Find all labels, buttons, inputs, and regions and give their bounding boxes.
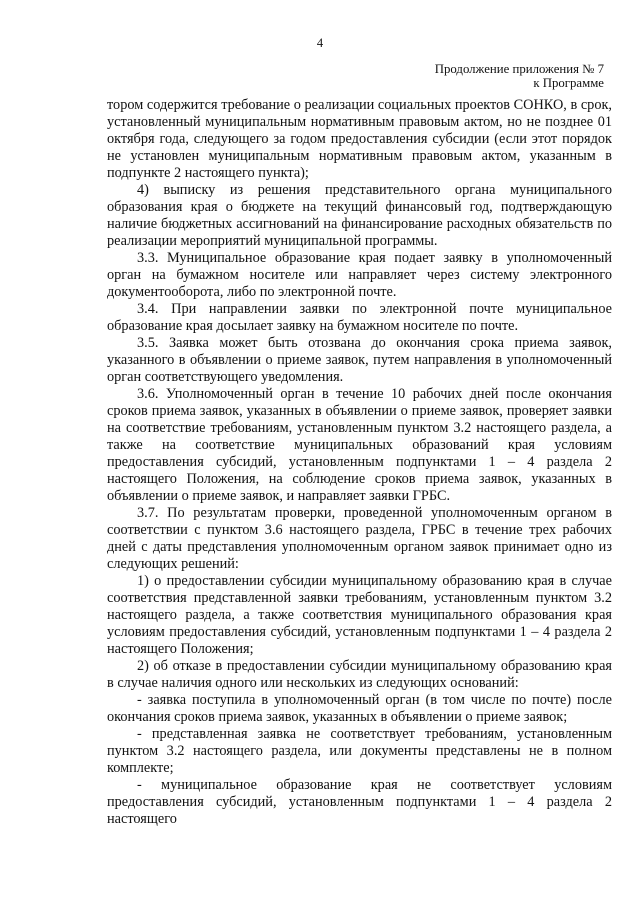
paragraph-item-4: 4) выписку из решения представительного органа муниципального образования края о бюджете на текущий финансовый год, подтверждающую наличие бюджетных ассигнований на финансирование расходных обязательств по реализации мероприятий муниципальной программы. xyxy=(107,182,612,249)
document-body xyxy=(107,97,612,828)
appendix-reference-line-2: к Программе xyxy=(533,76,604,90)
page-number: 4 xyxy=(316,36,324,50)
paragraph-3-6: 3.6. Уполномоченный орган в течение 10 рабочих дней после окончания сроков приема заявок, указанных в объявлении о приеме заявок, проверяет заявки на соответствие требованиям, установленным пунктом 3.2 настоящего раздела, а также на соответствие муниципальных образований края условиям предоставления субсидий, установленным подпунктами 1 – 4 раздела 2 настоящего Положения, на соблюдение сроков приема заявок, указанных в объявлении о приеме заявок, и направляет заявки ГРБС. xyxy=(107,386,612,504)
paragraph-3-7: 3.7. По результатам проверки, проведенной уполномоченным органом в соответствии с пунктом 3.6 настоящего раздела, ГРБС в течение трех рабочих дней с даты представления уполномоченным органом заявок принимает одно из следующих решений: xyxy=(107,505,612,572)
paragraph-refusal-reason-3: - муниципальное образование края не соответствует условиям предоставления субсидий, установленным подпунктами 1 – 4 раздела 2 настоящего xyxy=(107,777,612,827)
appendix-reference xyxy=(435,62,604,90)
paragraph-decision-1: 1) о предоставлении субсидии муниципальному образованию края в случае соответствия представленной заявки требованиям, установленным пунктом 3.2 настоящего раздела, а также соответствия муниципального образования края условиям предоставления субсидий, установленным подпунктами 1 – 4 раздела 2 настоящего Положения; xyxy=(107,573,612,657)
paragraph-refusal-reason-2: - представленная заявка не соответствует требованиям, установленным пунктом 3.2 настоящего раздела, или документы представлены не в полном комплекте; xyxy=(107,726,612,776)
paragraph-refusal-reason-1: - заявка поступила в уполномоченный орган (в том числе по почте) после окончания сроков приема заявок, указанных в объявлении о приеме заявок; xyxy=(107,692,612,725)
paragraph-3-5: 3.5. Заявка может быть отозвана до окончания срока приема заявок, указанного в объявлении о приеме заявок, путем направления в уполномоченный орган соответствующего уведомления. xyxy=(107,335,612,385)
paragraph-3-3: 3.3. Муниципальное образование края подает заявку в уполномоченный орган на бумажном носителе или направляет через систему электронного документооборота, либо по электронной почте. xyxy=(107,250,612,300)
appendix-reference-line-1: Продолжение приложения № 7 xyxy=(434,62,604,76)
paragraph-3-4: 3.4. При направлении заявки по электронной почте муниципальное образование края досылает заявку на бумажном носителе по почте. xyxy=(107,301,612,334)
paragraph-continuation: тором содержится требование о реализации социальных проектов СОНКО, в срок, установленный муниципальным нормативным правовым актом, но не позднее 01 октября года, следующего за годом предоставления субсидии (если этот порядок не установлен муниципальным нормативным правовым актом, указанным в подпункте 2 настоящего пункта); xyxy=(107,97,612,181)
paragraph-decision-2: 2) об отказе в предоставлении субсидии муниципальному образованию края в случае наличия одного или нескольких из следующих оснований: xyxy=(107,658,612,691)
